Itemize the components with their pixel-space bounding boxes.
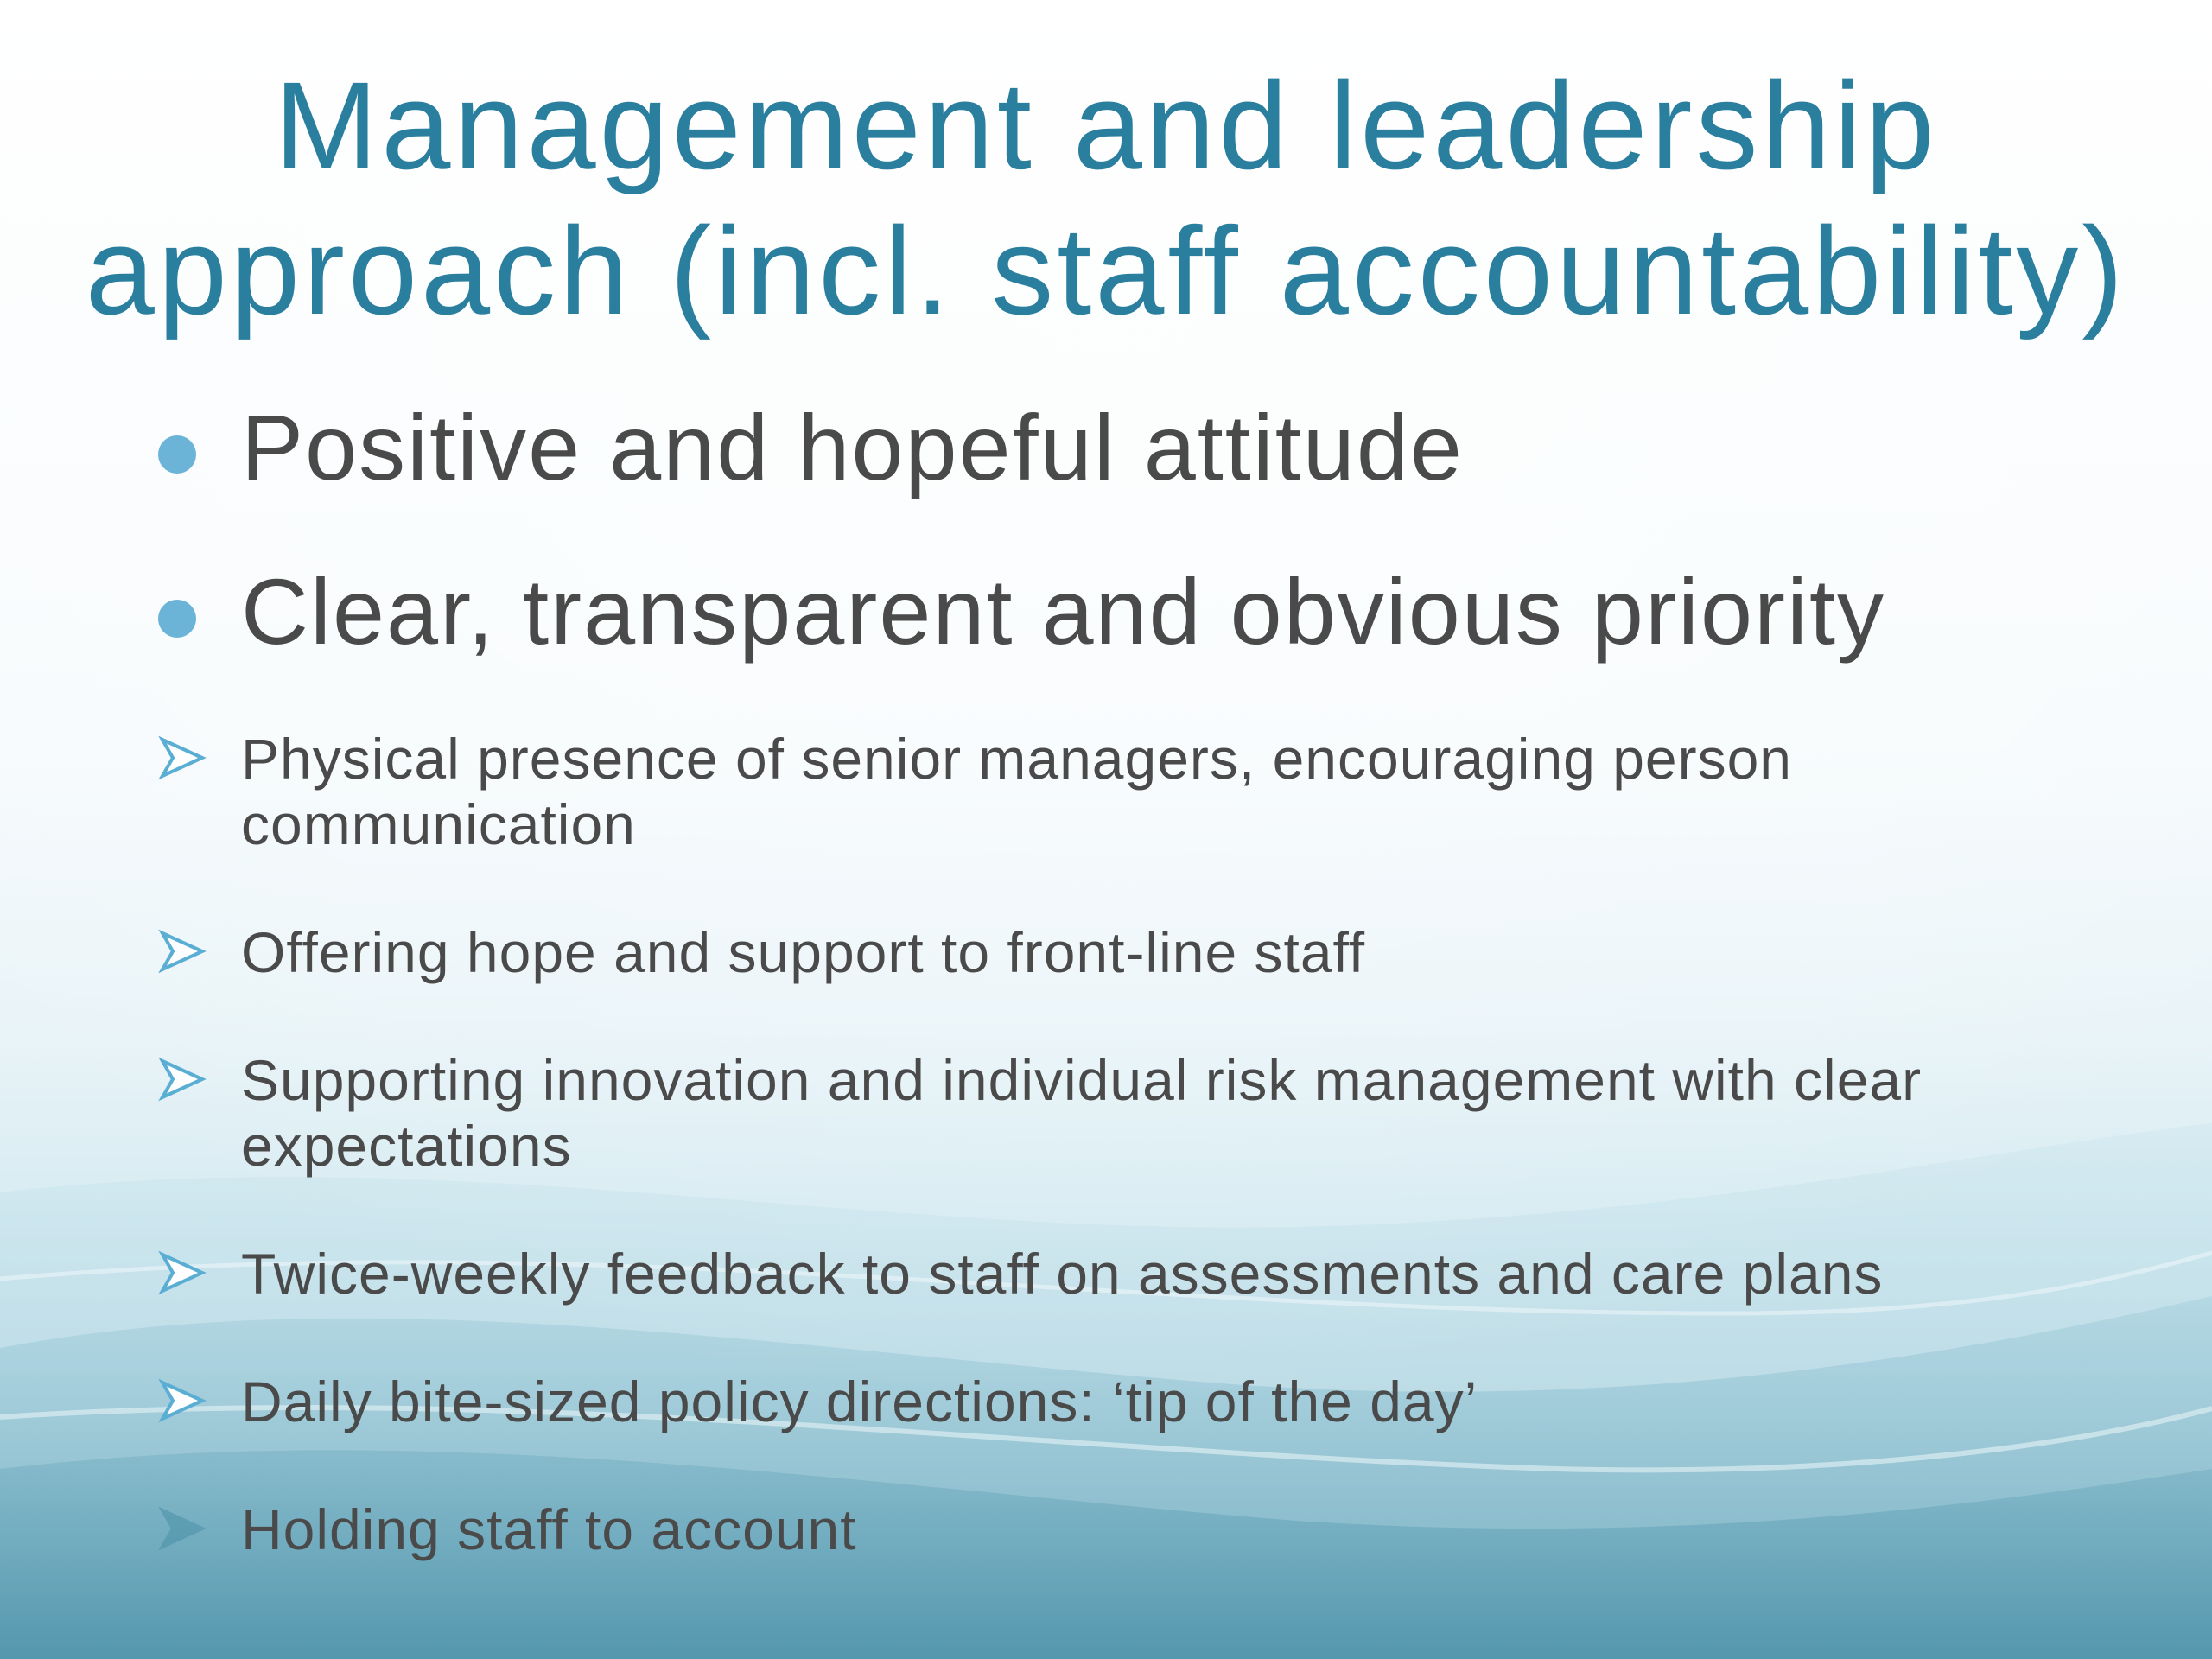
bullet-dot-icon [158,600,196,638]
secondary-bullet-text: Offering hope and support to front-line staff [241,920,1366,984]
arrowhead-bullet-icon [157,1054,207,1104]
secondary-bullet-text: Physical presence of senior managers, encouraging person communication [241,727,1793,856]
primary-bullet-text: Clear, transparent and obvious priority [241,559,1885,664]
secondary-bullet-text: Holding staff to account [241,1497,857,1561]
arrowhead-bullet-icon [157,1248,207,1298]
arrowhead-bullet-icon [157,1503,207,1554]
slide-title-line-2: approach (incl. staff accountability) [85,201,2127,340]
arrowhead-bullet-icon [157,926,207,976]
secondary-bullet-text: Supporting innovation and individual risk management with clear expectations [241,1048,1923,1178]
primary-bullet-text: Positive and hopeful attitude [241,395,1464,499]
arrowhead-bullet-icon [157,1376,207,1426]
bullet-dot-icon [158,435,196,474]
secondary-bullet-text: Daily bite-sized policy directions: ‘tip of the day’ [241,1370,1478,1433]
secondary-bullet-text: Twice-weekly feedback to staff on assessments and care plans [241,1242,1884,1306]
arrowhead-bullet-icon [157,733,207,783]
slide-title-line-1: Management and leadership [274,56,1938,195]
